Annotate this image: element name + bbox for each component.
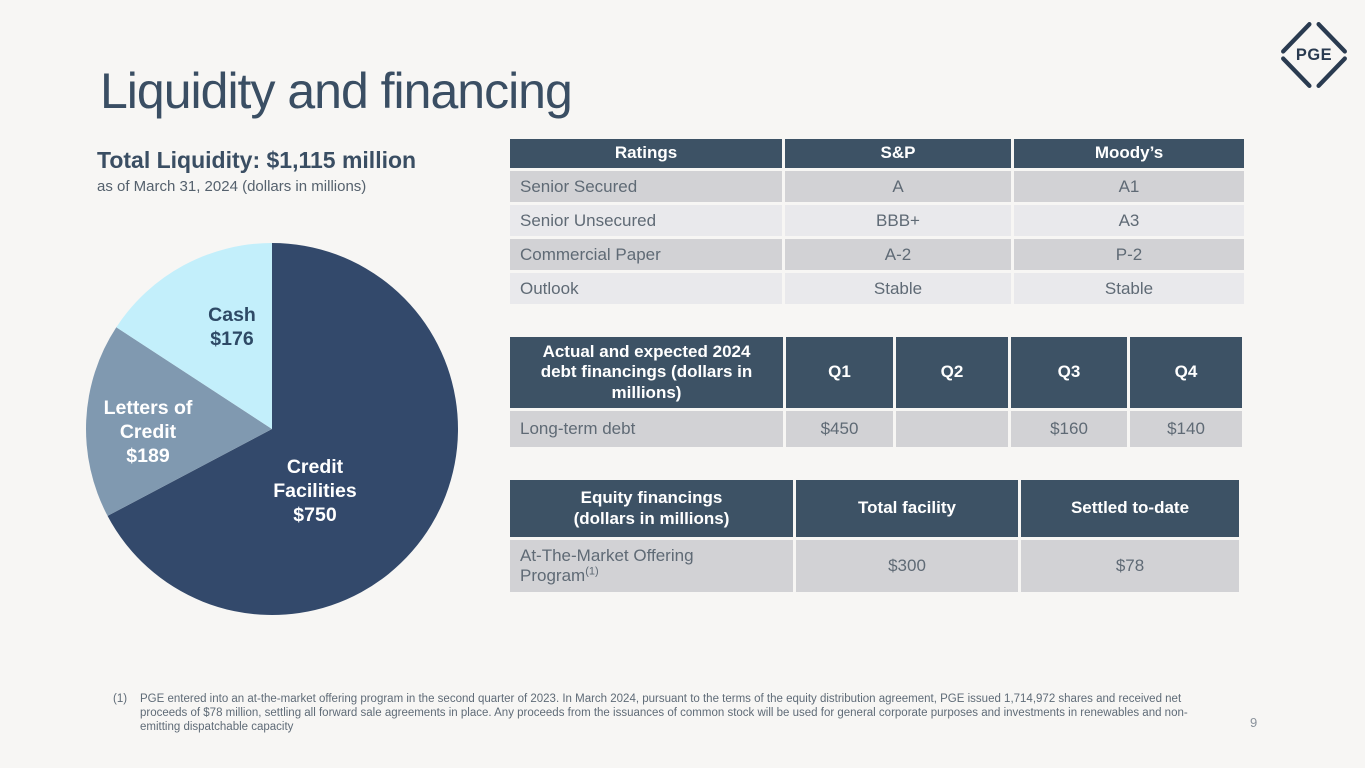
equity-table-header-total-facility: Total facility <box>796 480 1018 537</box>
equity-table-header-settled: Settled to-date <box>1021 480 1239 537</box>
pie-label-letters-of-credit: Letters of <box>103 397 193 419</box>
ratings-header-ratings: Ratings <box>510 139 782 168</box>
table-row-label: Senior Unsecured <box>510 205 782 236</box>
debt-table-header-q2: Q2 <box>896 337 1008 408</box>
table-cell: BBB+ <box>785 205 1011 236</box>
ratings-table <box>510 139 1244 304</box>
page-number: 9 <box>1250 715 1258 730</box>
table-row-label: Long-term debt <box>510 411 783 447</box>
table-row-label: Outlook <box>510 273 782 304</box>
debt-table-header-label: Actual and expected 2024 debt financings (dollars in millions) <box>510 337 783 408</box>
pie-label-cash: $176 <box>210 328 254 350</box>
pie-label-cash: Cash <box>208 304 256 326</box>
table-cell: Stable <box>785 273 1011 304</box>
table-cell: $450 <box>786 411 893 447</box>
table-cell: $300 <box>796 540 1018 592</box>
footnote <box>113 692 1213 734</box>
liquidity-pie-chart <box>82 239 462 619</box>
table-row-label: Commercial Paper <box>510 239 782 270</box>
table-cell: $78 <box>1021 540 1239 592</box>
pie-label-credit-facilities: $750 <box>293 504 337 526</box>
footnote-text: PGE entered into an at-the-market offering program in the second quarter of 2023. In March 2024, pursuant to the terms of the equity distribution agreement, PGE issued 1,714,972 shares and received net proceeds of $78 million, settling all forward sale agreements in place. Any proceeds from the issuances of common stock will be used for general corporate purposes and investments in renewables and non-emitting dispatchable capacity <box>140 693 1188 733</box>
debt-table-header-q3: Q3 <box>1011 337 1127 408</box>
pge-logo-text: PGE <box>1295 46 1333 64</box>
ratings-header-sp: S&P <box>785 139 1011 168</box>
table-row-label: Senior Secured <box>510 171 782 202</box>
page-title: Liquidity and financing <box>100 63 572 119</box>
pie-label-letters-of-credit: Credit <box>119 421 177 443</box>
equity-table-header-label: Equity financings (dollars in millions) <box>510 480 793 537</box>
debt-table-header-q1: Q1 <box>786 337 893 408</box>
pie-label-credit-facilities: Credit <box>286 456 344 478</box>
table-cell: $160 <box>1011 411 1127 447</box>
footnote-reference: (1) <box>585 565 599 578</box>
pie-label-credit-facilities: Facilities <box>273 480 357 502</box>
table-cell: A-2 <box>785 239 1011 270</box>
debt-table-header-q4: Q4 <box>1130 337 1242 408</box>
table-cell: Stable <box>1014 273 1244 304</box>
pge-logo <box>1275 16 1353 94</box>
table-cell: A3 <box>1014 205 1244 236</box>
total-liquidity-subheading: as of March 31, 2024 (dollars in millions) <box>97 178 367 195</box>
pie-label-letters-of-credit: $189 <box>126 445 170 467</box>
equity-financings-table <box>510 480 1239 592</box>
table-row-label: At-The-Market Offering Program$^{(1)}$ <box>510 540 793 592</box>
total-liquidity-heading: Total Liquidity: $1,115 million <box>97 147 417 173</box>
table-cell: A1 <box>1014 171 1244 202</box>
table-cell: $140 <box>1130 411 1242 447</box>
table-cell: P-2 <box>1014 239 1244 270</box>
table-cell <box>896 411 1008 447</box>
debt-financings-table <box>510 337 1242 447</box>
ratings-header-moodys: Moody’s <box>1014 139 1244 168</box>
footnote-number: (1) <box>113 693 128 705</box>
table-cell: A <box>785 171 1011 202</box>
